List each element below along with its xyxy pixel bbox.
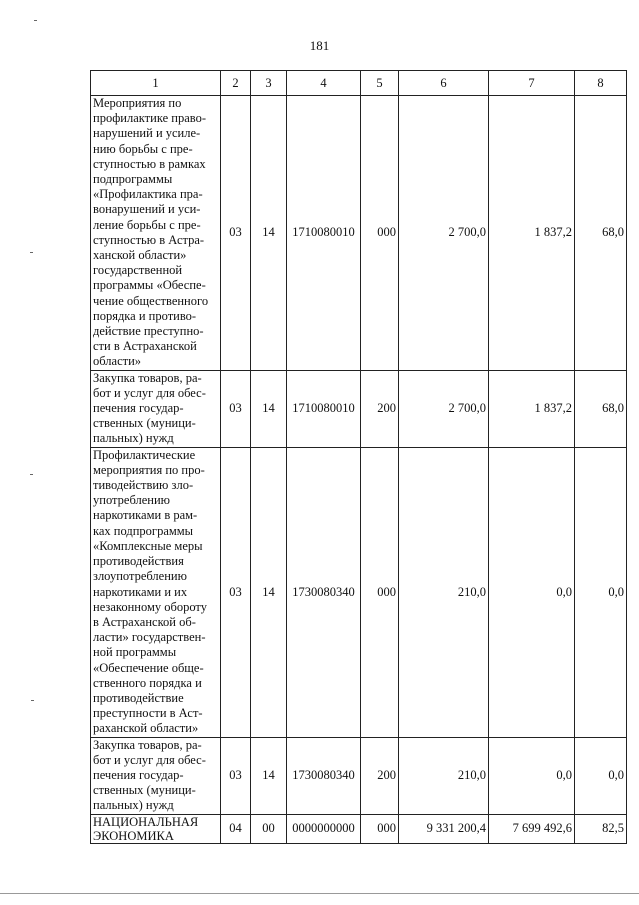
description-line: бот и услуг для обес- — [93, 385, 206, 400]
description-line: ственного порядка и — [93, 675, 202, 690]
row-description — [91, 737, 221, 814]
section-code: 03 — [221, 737, 251, 814]
executed-amount: 1 837,2 — [489, 370, 575, 447]
description-line: ках подпрограммы — [93, 523, 194, 538]
target-article-code: 1710080010 — [287, 370, 361, 447]
description-line: злоупотреблению — [93, 569, 187, 584]
col-header: 3 — [251, 71, 287, 96]
col-header: 2 — [221, 71, 251, 96]
col-header: 7 — [489, 71, 575, 96]
subsection-code: 00 — [251, 814, 287, 843]
table-row — [91, 447, 627, 737]
description-line: ЭКОНОМИКА — [93, 828, 174, 843]
description-line: ственных (муници- — [93, 416, 196, 431]
executed-amount: 0,0 — [489, 447, 575, 737]
description-line: пальных) нужд — [93, 431, 174, 446]
description-line: мероприятия по про- — [93, 462, 205, 477]
description-line: порядка и противо- — [93, 308, 197, 323]
header-row — [91, 71, 627, 96]
col-header: 8 — [575, 71, 627, 96]
expense-type-code: 200 — [361, 737, 399, 814]
table-row — [91, 737, 627, 814]
description-line: подпрограммы — [93, 172, 173, 187]
description-line: пальных) нужд — [93, 798, 174, 813]
description-line: Закупка товаров, ра- — [93, 370, 202, 385]
planned-amount: 2 700,0 — [399, 370, 489, 447]
expense-type-code: 200 — [361, 370, 399, 447]
expense-type-code: 000 — [361, 814, 399, 843]
description-line: Закупка товаров, ра- — [93, 737, 202, 752]
description-line: преступности в Аст- — [93, 706, 203, 721]
subsection-code: 14 — [251, 370, 287, 447]
execution-percent: 0,0 — [575, 447, 627, 737]
description-line: наркотиками и их — [93, 584, 188, 599]
section-code: 04 — [221, 814, 251, 843]
row-description — [91, 96, 221, 371]
col-header: 1 — [91, 71, 221, 96]
row-description — [91, 447, 221, 737]
budget-table — [90, 70, 627, 844]
description-line: бот и услуг для обес- — [93, 752, 206, 767]
execution-percent: 82,5 — [575, 814, 627, 843]
row-description — [91, 814, 221, 843]
target-article-code: 1730080340 — [287, 737, 361, 814]
expense-type-code: 000 — [361, 447, 399, 737]
subsection-code: 14 — [251, 96, 287, 371]
page-bottom-rule — [0, 893, 639, 894]
description-line: сти в Астраханской — [93, 339, 197, 354]
description-line: НАЦИОНАЛЬНАЯ — [93, 814, 199, 829]
description-line: тиводействию зло- — [93, 478, 194, 493]
table-row — [91, 370, 627, 447]
description-line: ление борьбы с пре- — [93, 217, 201, 232]
col-header: 6 — [399, 71, 489, 96]
description-line: противодействие — [93, 690, 184, 705]
description-line: профилактике право- — [93, 111, 206, 126]
description-line: ступностью в Астра- — [93, 232, 205, 247]
scan-mark — [30, 252, 33, 253]
description-line: употреблению — [93, 493, 170, 508]
planned-amount: 210,0 — [399, 447, 489, 737]
table-row — [91, 96, 627, 371]
page-number: 181 — [309, 38, 330, 53]
description-line: государственной — [93, 263, 183, 278]
description-line: печения государ- — [93, 767, 184, 782]
table-row — [91, 814, 627, 843]
executed-amount: 1 837,2 — [489, 96, 575, 371]
description-line: программы «Обеспе- — [93, 278, 206, 293]
execution-percent: 68,0 — [575, 96, 627, 371]
description-line: нарушений и усиле- — [93, 126, 201, 141]
description-line: ственных (муници- — [93, 783, 196, 798]
col-header: 5 — [361, 71, 399, 96]
description-line: «Комплексные меры — [93, 538, 203, 553]
target-article-code: 0000000000 — [287, 814, 361, 843]
description-line: в Астраханской об- — [93, 614, 196, 629]
planned-amount: 210,0 — [399, 737, 489, 814]
section-code: 03 — [221, 96, 251, 371]
section-code: 03 — [221, 447, 251, 737]
description-line: «Обеспечение обще- — [93, 660, 204, 675]
description-line: «Профилактика пра- — [93, 187, 203, 202]
execution-percent: 0,0 — [575, 737, 627, 814]
description-line: ной программы — [93, 645, 177, 660]
description-line: Профилактические — [93, 447, 196, 462]
description-line: действие преступно- — [93, 324, 204, 339]
execution-percent: 68,0 — [575, 370, 627, 447]
subsection-code: 14 — [251, 737, 287, 814]
subsection-code: 14 — [251, 447, 287, 737]
description-line: вонарушений и уси- — [93, 202, 201, 217]
description-line: нию борьбы с пре- — [93, 141, 193, 156]
scan-mark — [31, 700, 34, 701]
description-line: области» — [93, 354, 142, 369]
description-line: ласти» государствен- — [93, 630, 206, 645]
description-line: незаконному обороту — [93, 599, 207, 614]
description-line: раханской области» — [93, 721, 199, 736]
description-line: противодействия — [93, 554, 184, 569]
col-header: 4 — [287, 71, 361, 96]
description-line: печения государ- — [93, 401, 184, 416]
section-code: 03 — [221, 370, 251, 447]
description-line: ханской области» — [93, 248, 187, 263]
executed-amount: 0,0 — [489, 737, 575, 814]
scan-mark — [34, 20, 37, 21]
target-article-code: 1730080340 — [287, 447, 361, 737]
expense-type-code: 000 — [361, 96, 399, 371]
target-article-code: 1710080010 — [287, 96, 361, 371]
planned-amount: 9 331 200,4 — [399, 814, 489, 843]
scan-mark — [30, 474, 33, 475]
planned-amount: 2 700,0 — [399, 96, 489, 371]
executed-amount: 7 699 492,6 — [489, 814, 575, 843]
description-line: чение общественного — [93, 293, 209, 308]
row-description — [91, 370, 221, 447]
description-line: Мероприятия по — [93, 96, 182, 110]
description-line: наркотиками в рам- — [93, 508, 198, 523]
description-line: ступностью в рамках — [93, 156, 206, 171]
